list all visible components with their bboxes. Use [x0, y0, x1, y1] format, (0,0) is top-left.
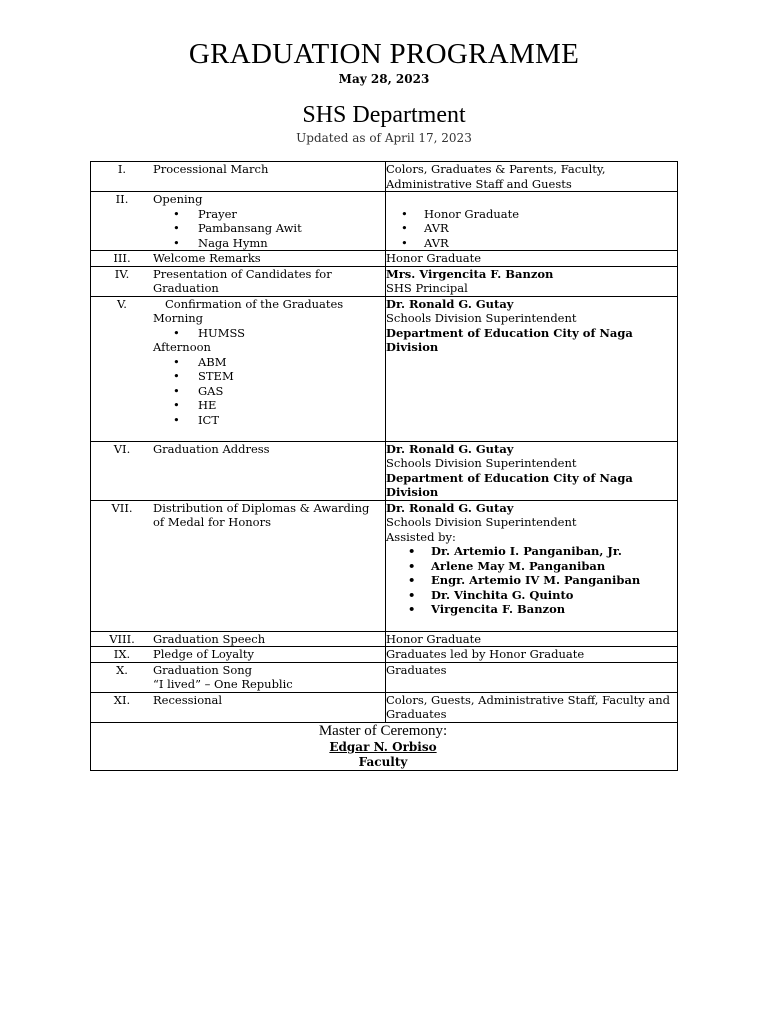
afternoon-label: Afternoon [153, 340, 211, 354]
activity-label: Graduation Address [153, 441, 270, 456]
activity-label: Graduation Song [153, 662, 253, 677]
list-item: • ABM [153, 355, 383, 370]
table-row [91, 662, 678, 692]
responsible-title: Schools Division Superintendent [386, 515, 577, 529]
responsible-office: Department of Education City of Naga Division [386, 470, 633, 499]
table-row [91, 441, 678, 500]
list-item: • Pambansang Awit [153, 221, 383, 236]
master-of-ceremony-role: Faculty [358, 754, 408, 769]
department-heading: SHS Department [302, 102, 466, 128]
responsible-cell: Graduates led by Honor Graduate [386, 647, 678, 663]
morning-strand-list [153, 326, 383, 341]
responsible-cell: Honor Graduate [386, 251, 678, 267]
activity-label: Distribution of Diplomas & Awarding of Medal for Honors [153, 500, 370, 529]
item-number: V. [117, 296, 127, 311]
afternoon-strand-list [153, 355, 383, 428]
activity-label: Recessional [153, 692, 223, 707]
table-row [91, 722, 678, 770]
list-item: • GAS [153, 384, 383, 399]
table-row [91, 647, 678, 663]
list-item: • Arlene May M. Panganiban [386, 559, 675, 574]
responsible-title: Schools Division Superintendent [386, 311, 577, 325]
list-item: • Honor Graduate [386, 207, 675, 222]
table-row [91, 692, 678, 722]
table-row [91, 192, 678, 251]
master-of-ceremony-cell [91, 722, 678, 770]
list-item: • Prayer [153, 207, 383, 222]
item-number: II. [115, 192, 129, 206]
responsible-cell: Graduates [386, 662, 678, 692]
responsible-name: Dr. Ronald G. Gutay [386, 441, 514, 456]
responsible-name: Mrs. Virgencita F. Banzon [386, 266, 554, 281]
programme-table [90, 161, 678, 771]
responsible-cell: Colors, Graduates & Parents, Faculty, Administrative Staff and Guests [386, 162, 678, 192]
list-item: • HUMSS [153, 326, 383, 341]
activity-label: Graduation Speech [153, 631, 266, 646]
programme-title: GRADUATION PROGRAMME [188, 38, 580, 70]
responsible-name: Dr. Ronald G. Gutay [386, 500, 514, 515]
item-number: X. [116, 662, 128, 677]
list-item: • AVR [386, 236, 675, 251]
activity-label: Confirmation of the Graduates [165, 296, 344, 311]
opening-responsible-list [386, 207, 675, 251]
responsible-office: Department of Education City of Naga Division [386, 325, 633, 354]
list-item: • Naga Hymn [153, 236, 383, 251]
table-row [91, 296, 678, 441]
responsible-title: Schools Division Superintendent [386, 456, 577, 470]
list-item: • Virgencita F. Banzon [386, 602, 675, 617]
table-row [91, 266, 678, 296]
activity-label: Welcome Remarks [153, 251, 261, 265]
item-number: I. [117, 162, 127, 176]
song-title: “I lived” – One Republic [153, 677, 293, 691]
table-row [91, 162, 678, 192]
activity-label: Opening [153, 192, 203, 206]
morning-label: Morning [153, 311, 204, 325]
responsible-cell: Honor Graduate [386, 631, 678, 647]
list-item: • STEM [153, 369, 383, 384]
master-of-ceremony-title: Master of Ceremony: [318, 722, 448, 739]
list-item: • Engr. Artemio IV M. Panganiban [386, 573, 675, 588]
list-item: • Dr. Artemio I. Panganiban, Jr. [386, 544, 675, 559]
item-number: IV. [114, 266, 130, 281]
item-number: VIII. [109, 631, 135, 646]
assisted-by-label: Assisted by: [386, 529, 456, 544]
assistants-list [386, 544, 675, 617]
item-number: IX. [113, 647, 131, 661]
activity-label: Presentation of Candidates for Graduation [153, 266, 332, 295]
item-number: VII. [111, 500, 133, 515]
activity-label: Processional March [153, 162, 269, 176]
table-row [91, 500, 678, 631]
list-item: • HE [153, 398, 383, 413]
updated-note: Updated as of April 17, 2023 [296, 131, 472, 145]
list-item: • Dr. Vinchita G. Quinto [386, 588, 675, 603]
activity-label: Pledge of Loyalty [153, 647, 254, 661]
master-of-ceremony-name: Edgar N. Orbiso [329, 739, 437, 754]
table-row [91, 631, 678, 647]
list-item: • ICT [153, 413, 383, 428]
programme-date: May 28, 2023 [338, 72, 430, 86]
responsible-title: SHS Principal [386, 281, 468, 295]
item-number: XI. [113, 692, 131, 707]
opening-list [153, 207, 383, 251]
item-number: III. [113, 251, 131, 265]
list-item: • AVR [386, 221, 675, 236]
item-number: VI. [113, 441, 131, 456]
responsible-cell: Colors, Guests, Administrative Staff, Faculty and Graduates [386, 692, 678, 722]
table-row [91, 251, 678, 267]
responsible-name: Dr. Ronald G. Gutay [386, 296, 514, 311]
